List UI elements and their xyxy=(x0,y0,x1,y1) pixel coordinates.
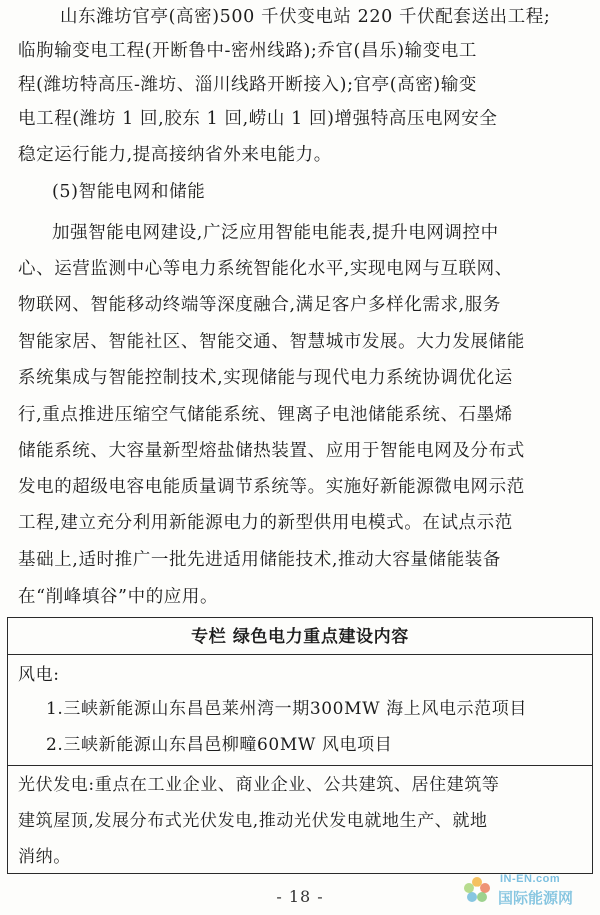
watermark-logo xyxy=(460,869,592,911)
body-line-12: 行,重点推进压缩空气储能系统、锂离子电池储能系统、石墨烯 xyxy=(18,405,513,425)
watermark-bottom-text: 国际能源网 xyxy=(498,889,574,907)
body-line-16: 基础上,适时推广一批先进适用储能技术,推动大容量储能装备 xyxy=(18,550,501,570)
body-line-2: 临朐输变电工程(开断鲁中-密州线路);乔官(昌乐)输变电工 xyxy=(18,41,478,61)
body-line-7: 加强智能电网建设,广泛应用智能电能表,提升电网调控中 xyxy=(52,223,499,243)
page-number: - 18 - xyxy=(276,887,324,906)
wind-heading: 风电: xyxy=(18,665,60,685)
section-heading: (5)智能电网和储能 xyxy=(52,182,206,202)
box-title: 专栏 绿色电力重点建设内容 xyxy=(191,627,409,647)
body-line-3: 程(潍坊特高压-潍坊、淄川线路开断接入);官亭(高密)输变 xyxy=(18,75,478,95)
box-divider-top xyxy=(8,654,592,655)
body-line-8: 心、运营监测中心等电力系统智能化水平,实现电网与互联网、 xyxy=(18,259,513,279)
box-divider-mid xyxy=(8,765,592,766)
body-line-1: 山东潍坊官亭(高密)500 千伏变电站 220 千伏配套送出工程; xyxy=(60,7,551,27)
body-line-10: 智能家居、智能社区、智能交通、智慧城市发展。大力发展储能 xyxy=(18,332,525,352)
body-line-5: 稳定运行能力,提高接纳省外来电能力。 xyxy=(18,145,332,165)
body-line-13: 储能系统、大容量新型熔盐储热装置、应用于智能电网及分布式 xyxy=(18,441,525,461)
body-line-14: 发电的超级电容电能质量调节系统等。实施好新能源微电网示范 xyxy=(18,477,525,497)
body-line-15: 工程,建立充分利用新能源电力的新型供用电模式。在试点示范 xyxy=(18,513,513,533)
body-line-4: 电工程(潍坊 1 回,胶东 1 回,崂山 1 回)增强特高压电网安全 xyxy=(18,109,498,129)
pv-line-3: 消纳。 xyxy=(18,847,71,867)
body-line-17: 在“削峰填谷”中的应用。 xyxy=(18,587,219,607)
pv-line-1: 光伏发电:重点在工业企业、商业企业、公共建筑、居住建筑等 xyxy=(18,775,500,795)
wind-item-1: 1.三峡新能源山东昌邑莱州湾一期300MW 海上风电示范项目 xyxy=(46,699,527,719)
body-line-9: 物联网、智能移动终端等深度融合,满足客户多样化需求,服务 xyxy=(18,295,501,315)
pv-line-2: 建筑屋顶,发展分布式光伏发电,推动光伏发电就地生产、就地 xyxy=(18,811,488,831)
wind-item-2: 2.三峡新能源山东昌邑柳疃60MW 风电项目 xyxy=(46,735,393,755)
body-line-11: 系统集成与智能控制技术,实现储能与现代电力系统协调优化运 xyxy=(18,368,513,388)
column-box xyxy=(7,617,593,874)
watermark-top-text: IN-EN.com xyxy=(500,873,561,885)
flower-logo-icon xyxy=(460,873,494,907)
